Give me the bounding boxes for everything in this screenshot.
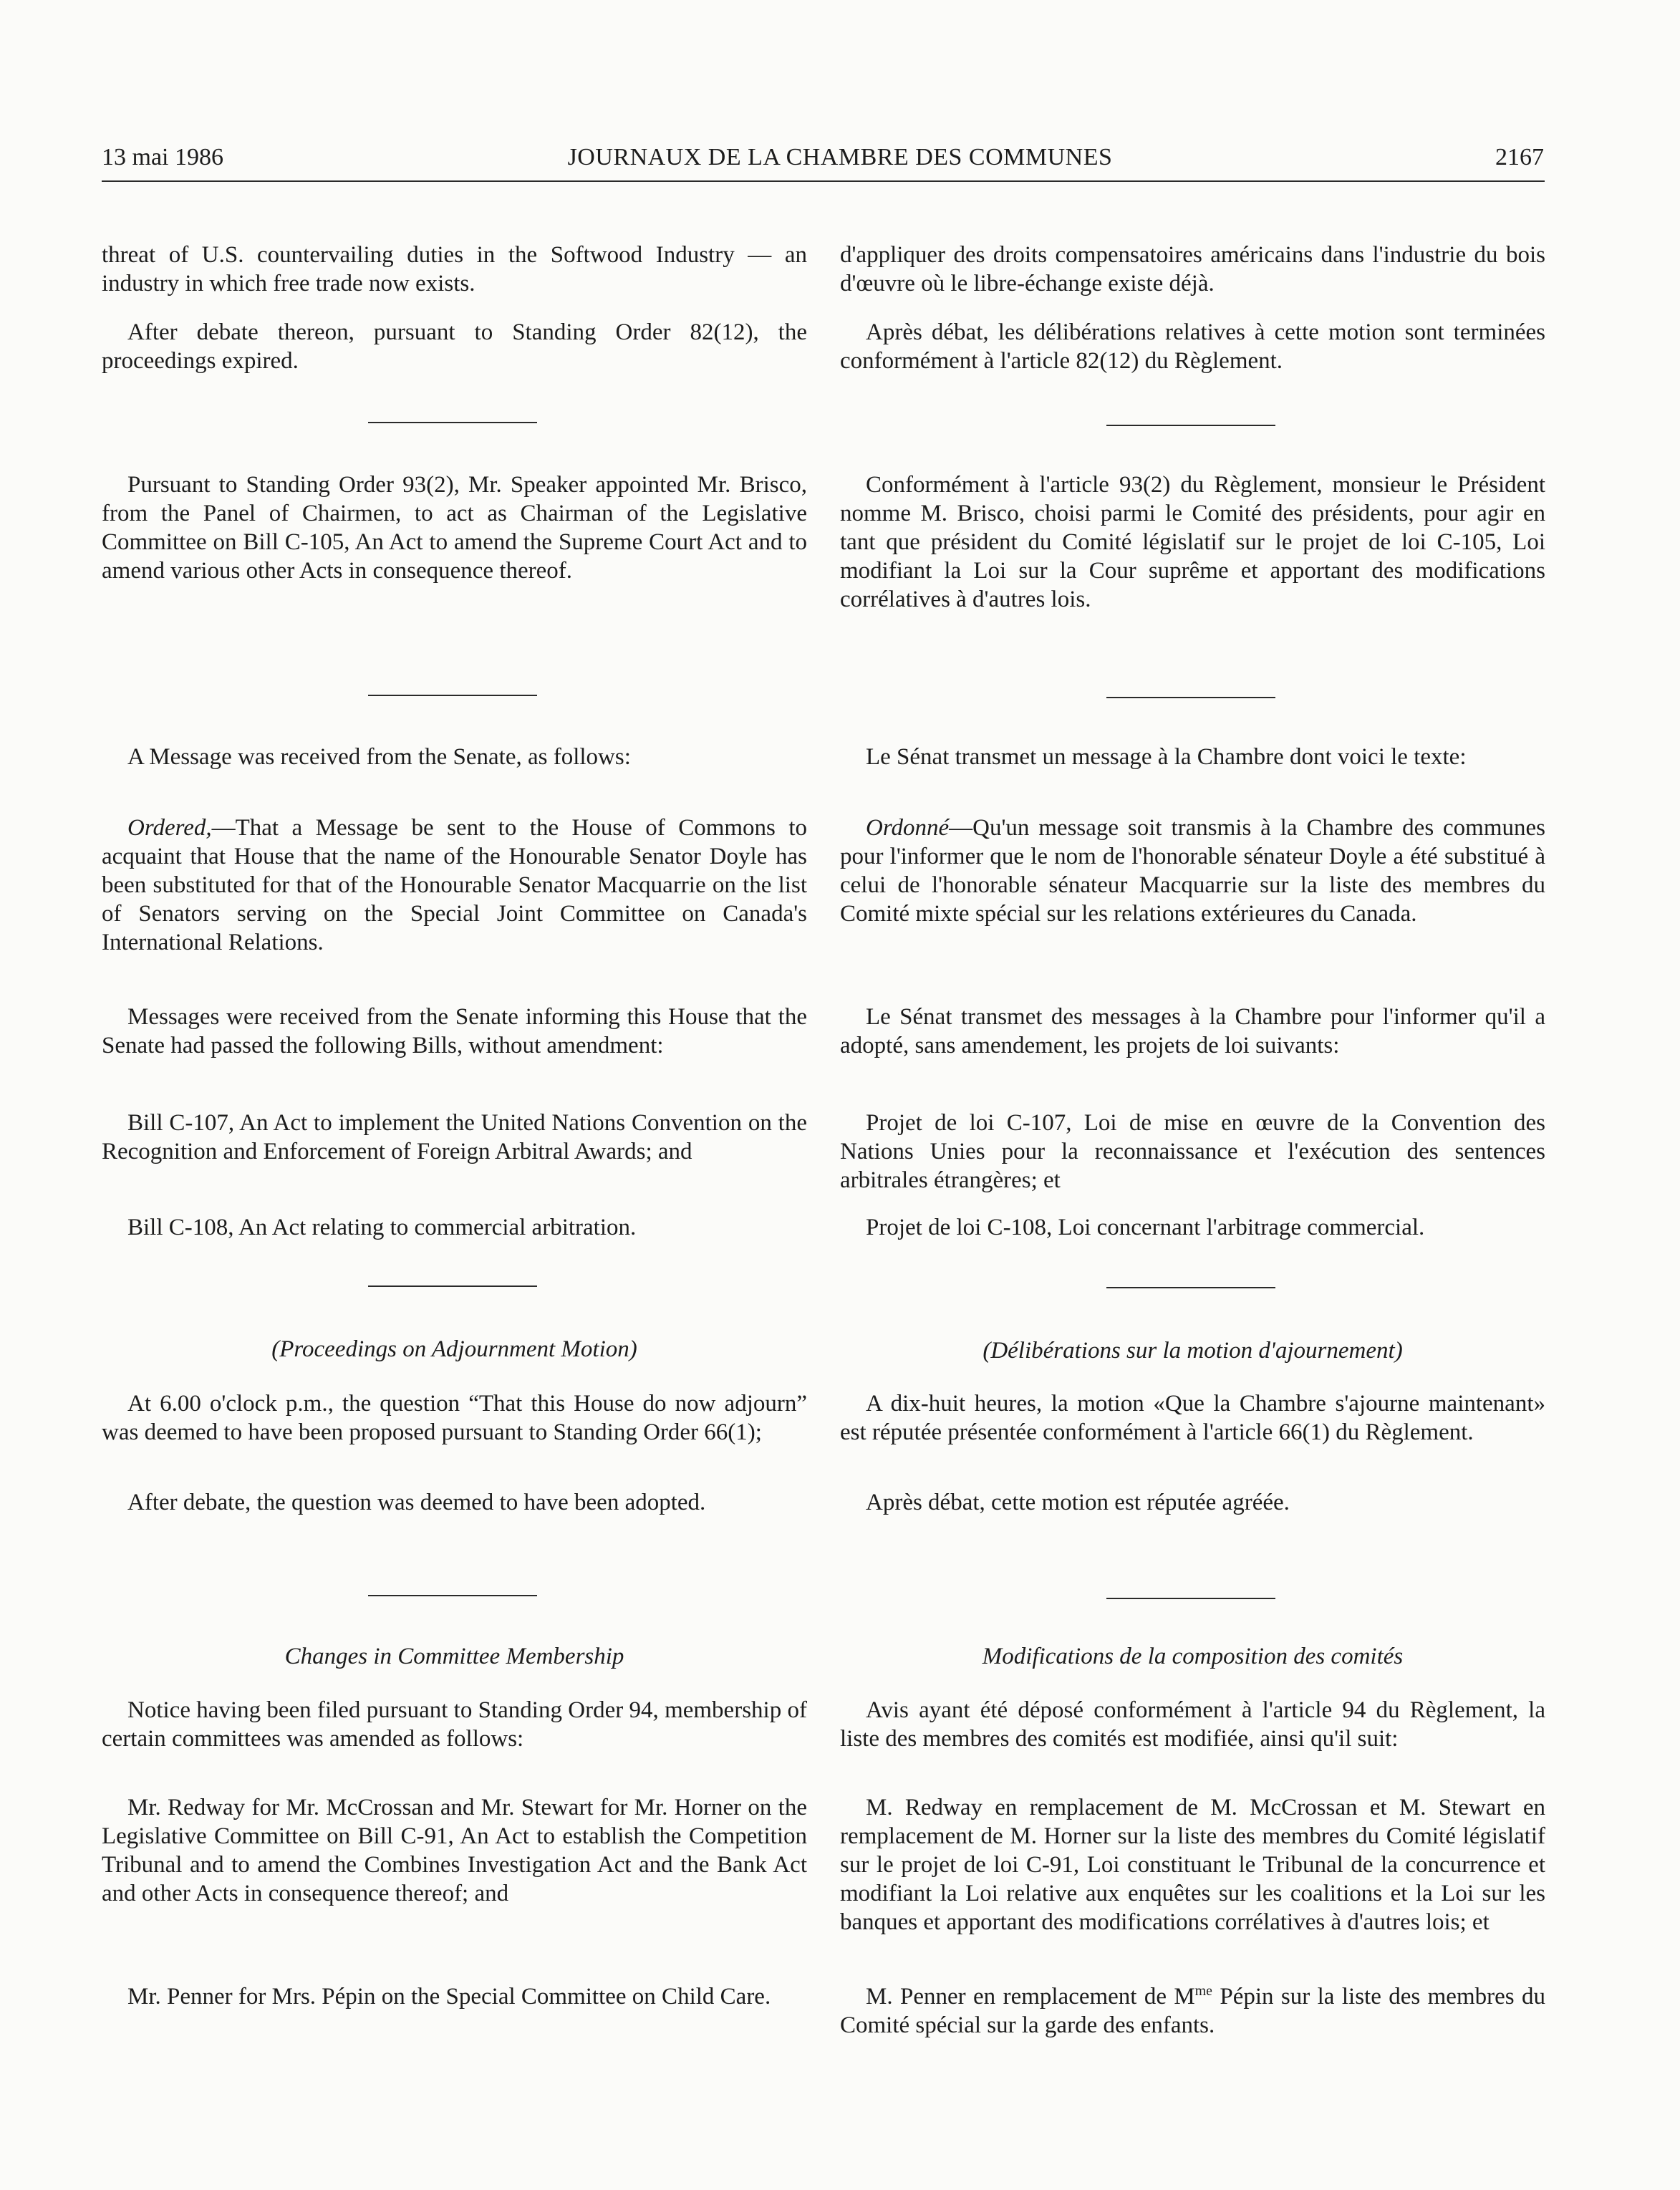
paragraph: Pursuant to Standing Order 93(2), Mr. Speaker appointed Mr. Brisco, from the Panel of Chairmen, to act as Chairman of the Legislative Committee on Bill C-105, An Act to amend the Supreme Court Act and to amend various other Acts in consequence thereof.	[102, 472, 807, 584]
superscript: me	[1194, 1983, 1212, 1999]
section-separator	[1106, 1287, 1275, 1288]
paragraph: After debate thereon, pursuant to Standing Order 82(12), the proceedings expired.	[102, 319, 807, 374]
paragraph	[840, 1982, 1545, 2040]
paragraph: Avis ayant été déposé conformément à l'article 94 du Règlement, la liste des membres des comités est modifiée, ainsi qu'il suit:	[840, 1697, 1545, 1752]
journal-title: JOURNAUX DE LA CHAMBRE DES COMMUNES	[567, 144, 1113, 170]
paragraph	[102, 814, 807, 957]
heading-text: Proceedings on Adjournment Motion	[279, 1336, 629, 1362]
paragraph-lead: Ordered,	[127, 815, 212, 841]
section-separator	[368, 422, 537, 423]
paragraph: A dix-huit heures, la motion «Que la Chambre s'ajourne maintenant» est réputée présentée conformément à l'article 66(1) du Règlement.	[840, 1391, 1545, 1445]
section-separator	[368, 1285, 537, 1287]
paragraph: At 6.00 o'clock p.m., the question “That this House do now adjourn” was deemed to have been proposed pursuant to Standing Order 66(1);	[102, 1391, 807, 1445]
paragraph: Bill C-108, An Act relating to commercial arbitration.	[127, 1215, 637, 1240]
paragraph: d'appliquer des droits compensatoires américains dans l'industrie du bois d'œuvre où le libre-échange existe déjà.	[840, 242, 1545, 296]
paragraph: Bill C-107, An Act to implement the United Nations Convention on the Recognition and Enforcement of Foreign Arbitral Awards; and	[102, 1110, 807, 1164]
paragraph-text: M. Penner en remplacement de M	[866, 1984, 1195, 2010]
paragraph: Conformément à l'article 93(2) du Règlement, monsieur le Président nomme M. Brisco, choisi parmi le Comité des présidents, pour agir en tant que président du Comité législatif sur le projet de loi C-105, Loi modifiant la Loi sur la Cour suprême et apportant des modifications corrélatives à d'autres lois.	[840, 472, 1545, 612]
section-heading: (Délibérations sur la motion d'ajournement)	[983, 1338, 1403, 1364]
page-date: 13 mai 1986	[102, 144, 223, 170]
section-separator	[1106, 1598, 1275, 1599]
paragraph-lead: Ordonné	[866, 815, 950, 841]
paragraph: Mr. Penner for Mrs. Pépin on the Special Committee on Child Care.	[127, 1984, 771, 2010]
section-separator	[368, 1595, 537, 1596]
paragraph: After debate, the question was deemed to have been adopted.	[127, 1490, 706, 1515]
paragraph: M. Redway en remplacement de M. McCrossan et M. Stewart en remplacement de M. Horner sur la liste des membres du Comité législatif sur le projet de loi C-91, Loi constituant le Tribunal de la concurrence et modifiant la Loi relative aux enquêtes sur les coalitions et la Loi sur les banques et apportant des modifications corrélatives à d'autres lois; et	[840, 1795, 1545, 1935]
section-separator	[1106, 697, 1275, 698]
header-rule	[102, 180, 1545, 182]
section-separator	[368, 695, 537, 696]
paragraph: Le Sénat transmet des messages à la Chambre pour l'informer qu'il a adopté, sans amendement, les projets de loi suivants:	[840, 1004, 1545, 1058]
section-heading: Changes in Committee Membership	[284, 1644, 624, 1669]
section-heading: (Proceedings on Adjournment Motion)	[271, 1336, 637, 1362]
paragraph: A Message was received from the Senate, as follows:	[127, 744, 631, 770]
section-separator	[1106, 425, 1275, 426]
paragraph-text: Pépin sur la liste des membres du Comité spécial sur la garde des enfants.	[840, 1984, 1545, 2038]
paragraph: Mr. Redway for Mr. McCrossan and Mr. Stewart for Mr. Horner on the Legislative Committee on Bill C-91, An Act to establish the Competition Tribunal and to amend the Combines Investigation Act and the Bank Act and other Acts in consequence thereof; and	[102, 1795, 807, 1906]
paragraph: Messages were received from the Senate informing this House that the Senate had passed the following Bills, without amendment:	[102, 1004, 807, 1058]
section-heading: Modifications de la composition des comités	[982, 1644, 1404, 1669]
paragraph: Projet de loi C-107, Loi de mise en œuvre de la Convention des Nations Unies pour la reconnaissance et l'exécution des sentences arbitrales étrangères; et	[840, 1110, 1545, 1193]
heading-text: Délibérations sur la motion d'ajournement	[990, 1338, 1395, 1364]
paragraph: Le Sénat transmet un message à la Chambre dont voici le texte:	[866, 744, 1467, 770]
page-number: 2167	[1495, 144, 1544, 170]
paragraph: threat of U.S. countervailing duties in the Softwood Industry — an industry in which free trade now exists.	[102, 242, 807, 296]
paragraph: Après débat, les délibérations relatives à cette motion sont terminées conformément à l'article 82(12) du Règlement.	[840, 319, 1545, 374]
paragraph: Notice having been filed pursuant to Standing Order 94, membership of certain committees was amended as follows:	[102, 1697, 807, 1752]
paragraph: Projet de loi C-108, Loi concernant l'arbitrage commercial.	[866, 1215, 1425, 1240]
paragraph: Après débat, cette motion est réputée agréée.	[866, 1490, 1290, 1515]
paragraph-text: —That a Message be sent to the House of Commons to acquaint that House that the name of the Honourable Senator Doyle has been substituted for that of the Honourable Senator Macquarrie on the list of Senators serving on the Special Joint Committee on Canada's International Relations.	[102, 815, 807, 955]
paragraph-text: —Qu'un message soit transmis à la Chambre des communes pour l'informer que le nom de l'honorable sénateur Doyle a été substitué à celui de l'honorable sénateur Macquarrie sur la liste des membres du Comité mixte spécial sur les relations extérieures du Canada.	[840, 815, 1545, 927]
paragraph	[840, 814, 1545, 928]
